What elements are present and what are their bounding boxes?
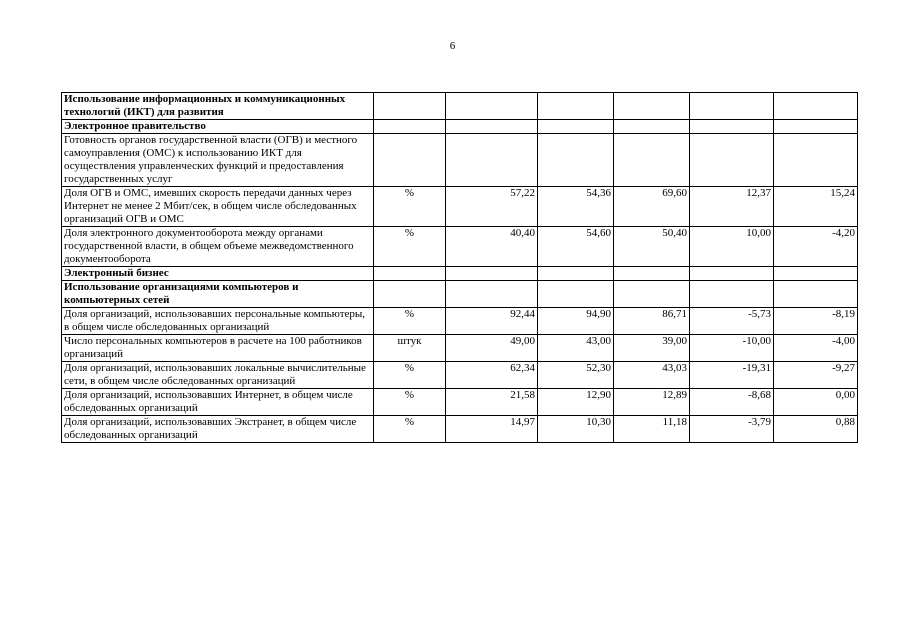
value-cell: 21,58 xyxy=(446,389,538,416)
unit-cell xyxy=(374,120,446,134)
value-cell: 12,89 xyxy=(614,389,690,416)
table-row xyxy=(62,227,858,267)
row-label: Использование организациями компьютеров и компьютерных сетей xyxy=(62,281,374,308)
value-cell xyxy=(690,93,774,120)
row-label: Готовность органов государственной власти (ОГВ) и местного самоуправления (ОМС) к использованию ИКТ для осуществления управленческих функций и предоставления государственных услуг xyxy=(62,134,374,187)
value-cell xyxy=(774,267,858,281)
row-label: Доля организаций, использовавших персональные компьютеры, в общем числе обследованных организаций xyxy=(62,308,374,335)
value-cell: -19,31 xyxy=(690,362,774,389)
value-cell xyxy=(614,134,690,187)
value-cell xyxy=(538,281,614,308)
row-label: Доля электронного документооборота между органами государственной власти, в общем объеме межведомственного документооборота xyxy=(62,227,374,267)
value-cell: 12,37 xyxy=(690,187,774,227)
table-row xyxy=(62,187,858,227)
value-cell xyxy=(614,93,690,120)
value-cell xyxy=(446,120,538,134)
table-row xyxy=(62,389,858,416)
unit-cell: штук xyxy=(374,335,446,362)
value-cell xyxy=(690,120,774,134)
table-row xyxy=(62,308,858,335)
value-cell: 15,24 xyxy=(774,187,858,227)
value-cell: 57,22 xyxy=(446,187,538,227)
unit-cell xyxy=(374,281,446,308)
value-cell xyxy=(446,134,538,187)
table-row xyxy=(62,362,858,389)
row-label: Доля организаций, использовавших Интернет, в общем числе обследованных организаций xyxy=(62,389,374,416)
value-cell: 54,60 xyxy=(538,227,614,267)
value-cell: 10,30 xyxy=(538,416,614,443)
value-cell: -4,00 xyxy=(774,335,858,362)
value-cell xyxy=(614,281,690,308)
value-cell xyxy=(690,267,774,281)
statistics-table xyxy=(61,92,858,443)
row-label: Число персональных компьютеров в расчете на 100 работников организаций xyxy=(62,335,374,362)
value-cell: 62,34 xyxy=(446,362,538,389)
unit-cell: % xyxy=(374,227,446,267)
value-cell xyxy=(690,281,774,308)
value-cell xyxy=(774,134,858,187)
value-cell: 49,00 xyxy=(446,335,538,362)
value-cell: 10,00 xyxy=(690,227,774,267)
value-cell xyxy=(538,267,614,281)
row-label: Электронный бизнес xyxy=(62,267,374,281)
value-cell: -8,19 xyxy=(774,308,858,335)
section-row xyxy=(62,267,858,281)
row-label: Электронное правительство xyxy=(62,120,374,134)
value-cell: 92,44 xyxy=(446,308,538,335)
unit-cell: % xyxy=(374,389,446,416)
value-cell xyxy=(774,93,858,120)
unit-cell: % xyxy=(374,308,446,335)
row-label: Использование информационных и коммуникационных технологий (ИКТ) для развития xyxy=(62,93,374,120)
value-cell: 54,36 xyxy=(538,187,614,227)
value-cell: 43,03 xyxy=(614,362,690,389)
unit-cell: % xyxy=(374,362,446,389)
value-cell xyxy=(446,267,538,281)
value-cell: -3,79 xyxy=(690,416,774,443)
row-label: Доля организаций, использовавших Экстранет, в общем числе обследованных организаций xyxy=(62,416,374,443)
value-cell: -5,73 xyxy=(690,308,774,335)
table-row xyxy=(62,335,858,362)
unit-cell: % xyxy=(374,187,446,227)
value-cell: 39,00 xyxy=(614,335,690,362)
unit-cell xyxy=(374,267,446,281)
value-cell: 94,90 xyxy=(538,308,614,335)
value-cell: -9,27 xyxy=(774,362,858,389)
value-cell xyxy=(538,93,614,120)
value-cell xyxy=(446,93,538,120)
value-cell: 0,00 xyxy=(774,389,858,416)
value-cell: -8,68 xyxy=(690,389,774,416)
page-number: 6 xyxy=(449,40,456,52)
unit-cell xyxy=(374,93,446,120)
section-row xyxy=(62,93,858,120)
value-cell xyxy=(774,281,858,308)
value-cell xyxy=(774,120,858,134)
value-cell xyxy=(446,281,538,308)
value-cell: 14,97 xyxy=(446,416,538,443)
value-cell: 12,90 xyxy=(538,389,614,416)
row-label: Доля ОГВ и ОМС, имевших скорость передачи данных через Интернет не менее 2 Мбит/сек, в общем числе обследованных организаций ОГВ и ОМС xyxy=(62,187,374,227)
value-cell xyxy=(538,120,614,134)
table-row xyxy=(62,416,858,443)
value-cell: 11,18 xyxy=(614,416,690,443)
value-cell xyxy=(690,134,774,187)
value-cell: -4,20 xyxy=(774,227,858,267)
value-cell: 52,30 xyxy=(538,362,614,389)
value-cell: 50,40 xyxy=(614,227,690,267)
section-row xyxy=(62,281,858,308)
section-row xyxy=(62,134,858,187)
unit-cell xyxy=(374,134,446,187)
value-cell: 43,00 xyxy=(538,335,614,362)
unit-cell: % xyxy=(374,416,446,443)
value-cell: -10,00 xyxy=(690,335,774,362)
value-cell xyxy=(538,134,614,187)
value-cell: 86,71 xyxy=(614,308,690,335)
value-cell xyxy=(614,120,690,134)
value-cell: 40,40 xyxy=(446,227,538,267)
section-row xyxy=(62,120,858,134)
row-label: Доля организаций, использовавших локальные вычислительные сети, в общем числе обследованных организаций xyxy=(62,362,374,389)
value-cell: 69,60 xyxy=(614,187,690,227)
value-cell: 0,88 xyxy=(774,416,858,443)
value-cell xyxy=(614,267,690,281)
